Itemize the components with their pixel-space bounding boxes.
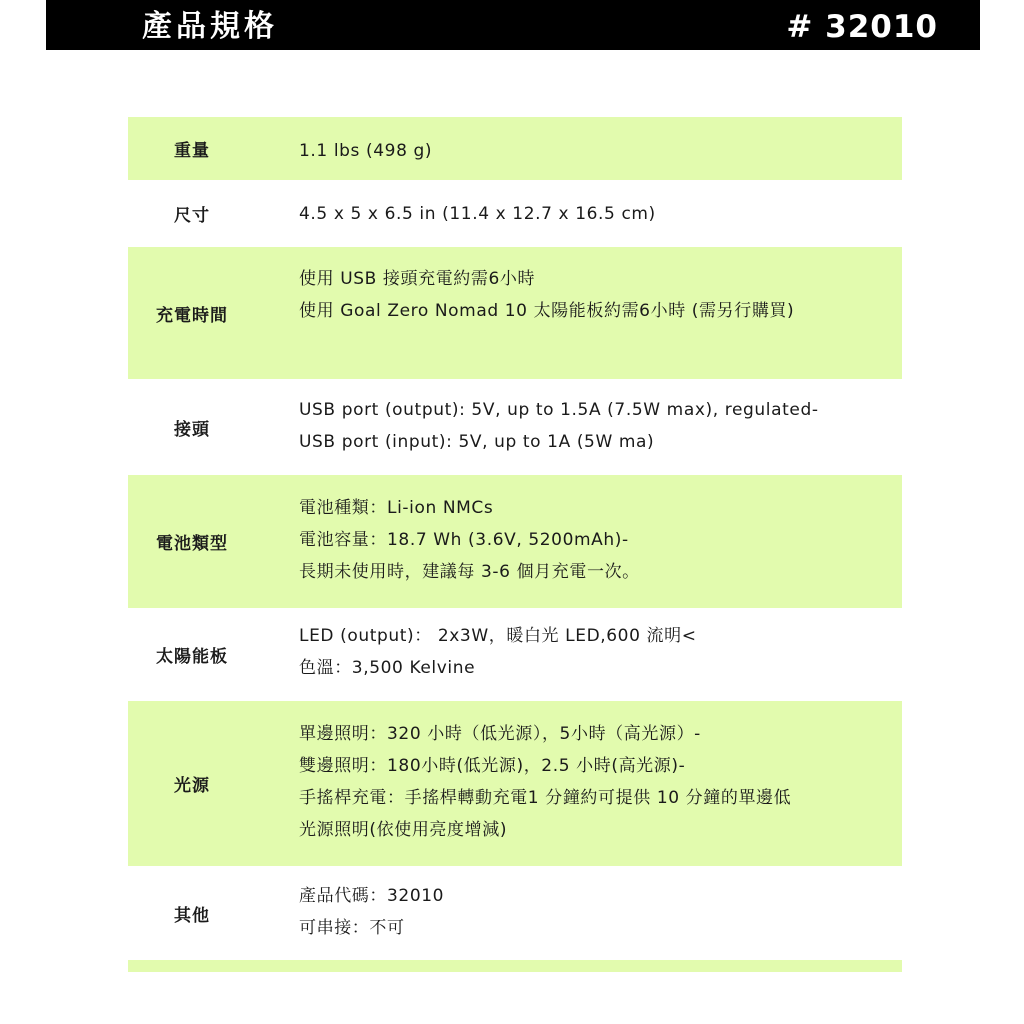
spec-line: LED (output)： 2x3W，暖白光 LED,600 流明< (299, 626, 697, 646)
spec-label: 電池類型 (156, 534, 228, 554)
product-code: # 32010 (786, 9, 938, 45)
spec-value (299, 620, 892, 684)
spec-row-solar-panel (128, 608, 902, 701)
spec-value (299, 135, 892, 167)
spec-value (299, 394, 892, 458)
spec-line: 長期未使用時，建議每 3-6 個月充電一次。 (299, 562, 640, 582)
spec-line: 產品代碼：32010 (299, 886, 445, 906)
spec-table (128, 117, 902, 961)
spec-label: 太陽能板 (156, 647, 228, 667)
spec-value (299, 263, 892, 327)
page-title: 產品規格 (142, 9, 278, 44)
spec-line: 電池種類：Li-ion NMCs (299, 498, 494, 518)
spec-row-weight (128, 117, 902, 180)
spec-line: 光源照明(依使用亮度增減) (299, 820, 508, 840)
spec-row-dimensions (128, 180, 902, 247)
spec-row-other (128, 866, 902, 961)
spec-value (299, 718, 892, 846)
spec-label: 光源 (174, 776, 210, 796)
spec-label: 尺寸 (174, 206, 210, 226)
spec-line: 色溫：3,500 Kelvine (299, 658, 476, 678)
spec-line: 使用 USB 接頭充電約需6小時 (299, 269, 536, 289)
spec-line: 可串接：不可 (299, 918, 405, 938)
spec-value (299, 492, 892, 588)
spec-line: USB port (output): 5V, up to 1.5A (7.5W max), regulated- (299, 400, 819, 420)
spec-label: 重量 (174, 141, 210, 161)
spec-label: 其他 (174, 906, 210, 926)
spec-row-ports (128, 379, 902, 475)
spec-line: 雙邊照明：180小時(低光源)，2.5 小時(高光源)- (299, 756, 686, 776)
spec-line: 1.1 lbs (498 g) (299, 141, 433, 161)
spec-line: 4.5 x 5 x 6.5 in (11.4 x 12.7 x 16.5 cm) (299, 204, 656, 224)
spec-value (299, 880, 892, 944)
spec-label: 充電時間 (156, 305, 228, 326)
spec-line: 使用 Goal Zero Nomad 10 太陽能板約需6小時 (需另行購買) (299, 301, 795, 321)
spec-line: USB port (input): 5V, up to 1A (5W ma) (299, 432, 655, 452)
spec-row-battery (128, 475, 902, 608)
spec-value (299, 198, 892, 230)
spec-line: 單邊照明：320 小時（低光源），5小時（高光源）- (299, 724, 701, 744)
table-end-bar (128, 960, 902, 972)
spec-row-light-source (128, 701, 902, 866)
spec-row-charge-time (128, 247, 902, 379)
header-bar (46, 0, 980, 50)
spec-line: 電池容量：18.7 Wh (3.6V, 5200mAh)- (299, 530, 629, 550)
spec-line: 手搖桿充電：手搖桿轉動充電1 分鐘約可提供 10 分鐘的單邊低 (299, 788, 792, 808)
spec-label: 接頭 (174, 419, 210, 440)
